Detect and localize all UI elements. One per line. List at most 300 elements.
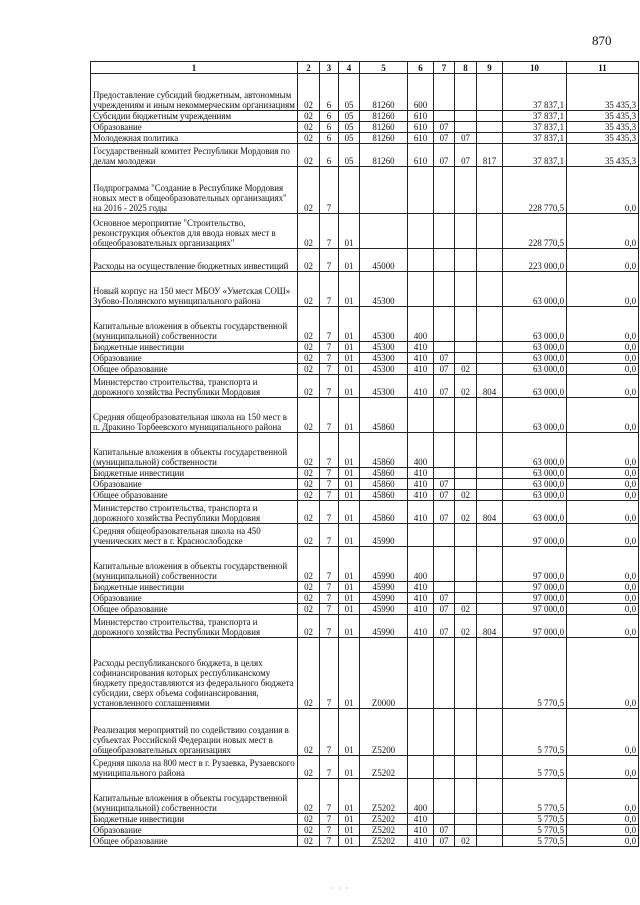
col-2-code: 02 <box>298 433 320 468</box>
col-10-amount: 63 000,0 <box>503 490 567 501</box>
col-7-code <box>434 74 455 111</box>
col-9-code: 804 <box>477 375 503 398</box>
col-6-code: 610 <box>408 111 434 122</box>
col-8-code: 02 <box>455 615 477 638</box>
col-8-code: 02 <box>455 490 477 501</box>
col-9-code <box>477 122 503 133</box>
col-9-code <box>477 479 503 490</box>
row-description: Образование <box>91 593 298 604</box>
col-3-code: 6 <box>320 133 339 144</box>
col-4-code: 05 <box>339 111 360 122</box>
col-8-code <box>455 167 477 214</box>
col-7-code <box>434 342 455 353</box>
col-6-code: 410 <box>408 353 434 364</box>
col-3-code: 7 <box>320 638 339 709</box>
col-10-amount: 97 000,0 <box>503 604 567 615</box>
col-6-code <box>408 272 434 307</box>
col-3-code: 7 <box>320 398 339 433</box>
col-2-code: 02 <box>298 779 320 814</box>
col-6-code: 610 <box>408 144 434 167</box>
col-2-code: 02 <box>298 756 320 779</box>
page-number: 870 <box>592 33 612 48</box>
col-8-code: 02 <box>455 375 477 398</box>
col-7-code: 07 <box>434 615 455 638</box>
col-4-code: 01 <box>339 582 360 593</box>
col-2-code: 02 <box>298 167 320 214</box>
row-description: Капитальные вложения в объекты государственной (муниципальной) собственности <box>91 779 298 814</box>
row-description: Субсидии бюджетным учреждениям <box>91 111 298 122</box>
col-4-code: 01 <box>339 342 360 353</box>
col-4-code: 01 <box>339 490 360 501</box>
col-5-code: 81260 <box>360 74 408 111</box>
col-2-code: 02 <box>298 814 320 825</box>
col-5-code: 45860 <box>360 468 408 479</box>
column-header: 10 <box>503 62 567 74</box>
row-description: Государственный комитет Республики Мордовия по делам молодежи <box>91 144 298 167</box>
col-6-code: 610 <box>408 133 434 144</box>
col-10-amount: 63 000,0 <box>503 342 567 353</box>
col-10-amount: 228 770,5 <box>503 214 567 249</box>
col-10-amount: 97 000,0 <box>503 615 567 638</box>
col-2-code: 02 <box>298 501 320 524</box>
table-row <box>91 547 639 582</box>
col-5-code: 45860 <box>360 501 408 524</box>
col-11-amount: 0,0 <box>567 825 639 836</box>
col-11-amount: 35 435,3 <box>567 122 639 133</box>
col-5-code: Z5202 <box>360 825 408 836</box>
col-2-code: 02 <box>298 547 320 582</box>
col-2-code: 02 <box>298 133 320 144</box>
col-8-code <box>455 779 477 814</box>
col-3-code: 7 <box>320 479 339 490</box>
row-description: Образование <box>91 479 298 490</box>
col-10-amount: 63 000,0 <box>503 353 567 364</box>
col-6-code: 410 <box>408 615 434 638</box>
col-6-code: 410 <box>408 468 434 479</box>
col-5-code: 45300 <box>360 307 408 342</box>
col-9-code <box>477 433 503 468</box>
col-4-code: 01 <box>339 836 360 847</box>
col-8-code <box>455 214 477 249</box>
row-description: Подпрограмма "Создание в Республике Мордовия новых мест в общеобразовательных организациях" на 2016 - 2025 годы <box>91 167 298 214</box>
row-description: Капитальные вложения в объекты государственной (муниципальной) собственности <box>91 547 298 582</box>
col-8-code <box>455 433 477 468</box>
col-2-code: 02 <box>298 398 320 433</box>
col-9-code <box>477 133 503 144</box>
col-11-amount: 0,0 <box>567 214 639 249</box>
table-row <box>91 779 639 814</box>
col-3-code: 7 <box>320 167 339 214</box>
col-2-code: 02 <box>298 615 320 638</box>
col-5-code: 45860 <box>360 433 408 468</box>
col-5-code: 45300 <box>360 342 408 353</box>
col-9-code <box>477 307 503 342</box>
scan-artifact: · · · <box>330 884 348 893</box>
col-9-code <box>477 74 503 111</box>
col-7-code: 07 <box>434 490 455 501</box>
row-description: Образование <box>91 122 298 133</box>
row-description: Бюджетные инвестиции <box>91 582 298 593</box>
row-description: Предоставление субсидий бюджетным, автономным учреждениям и иным некоммерческим организациям <box>91 74 298 111</box>
col-3-code: 7 <box>320 501 339 524</box>
col-8-code <box>455 582 477 593</box>
col-11-amount: 0,0 <box>567 709 639 756</box>
col-4-code: 01 <box>339 779 360 814</box>
col-9-code <box>477 490 503 501</box>
col-6-code <box>408 756 434 779</box>
col-10-amount: 37 837,1 <box>503 111 567 122</box>
col-3-code: 6 <box>320 122 339 133</box>
col-2-code: 02 <box>298 479 320 490</box>
col-4-code: 01 <box>339 353 360 364</box>
col-2-code: 02 <box>298 307 320 342</box>
col-5-code: 45300 <box>360 375 408 398</box>
table-row <box>91 814 639 825</box>
col-9-code <box>477 342 503 353</box>
col-4-code: 01 <box>339 814 360 825</box>
col-8-code <box>455 524 477 547</box>
col-7-code: 07 <box>434 825 455 836</box>
col-11-amount: 0,0 <box>567 756 639 779</box>
col-7-code: 07 <box>434 479 455 490</box>
table-row <box>91 836 639 847</box>
col-3-code: 6 <box>320 144 339 167</box>
col-10-amount: 97 000,0 <box>503 593 567 604</box>
col-11-amount: 0,0 <box>567 490 639 501</box>
col-5-code: Z5202 <box>360 836 408 847</box>
col-6-code <box>408 249 434 272</box>
col-10-amount: 97 000,0 <box>503 582 567 593</box>
col-5-code: 45300 <box>360 272 408 307</box>
table-row <box>91 615 639 638</box>
col-10-amount: 37 837,1 <box>503 74 567 111</box>
col-3-code: 7 <box>320 375 339 398</box>
table-row <box>91 144 639 167</box>
row-description: Капитальные вложения в объекты государственной (муниципальной) собственности <box>91 307 298 342</box>
col-11-amount: 0,0 <box>567 433 639 468</box>
col-6-code: 410 <box>408 364 434 375</box>
col-7-code <box>434 524 455 547</box>
col-4-code: 01 <box>339 468 360 479</box>
col-2-code: 02 <box>298 111 320 122</box>
col-9-code <box>477 468 503 479</box>
col-4-code: 01 <box>339 604 360 615</box>
col-6-code: 400 <box>408 547 434 582</box>
col-8-code <box>455 825 477 836</box>
table-row <box>91 582 639 593</box>
col-10-amount: 5 770,5 <box>503 638 567 709</box>
table-row <box>91 111 639 122</box>
col-7-code <box>434 756 455 779</box>
row-description: Расходы на осуществление бюджетных инвестиций <box>91 249 298 272</box>
col-3-code: 7 <box>320 353 339 364</box>
col-11-amount: 0,0 <box>567 249 639 272</box>
table-row <box>91 593 639 604</box>
col-7-code <box>434 468 455 479</box>
col-5-code: 45300 <box>360 364 408 375</box>
col-8-code <box>455 479 477 490</box>
col-8-code <box>455 272 477 307</box>
col-6-code: 400 <box>408 779 434 814</box>
col-7-code <box>434 779 455 814</box>
col-10-amount: 5 770,5 <box>503 756 567 779</box>
col-2-code: 02 <box>298 74 320 111</box>
col-7-code: 07 <box>434 501 455 524</box>
col-5-code: 81260 <box>360 111 408 122</box>
col-7-code <box>434 398 455 433</box>
col-2-code: 02 <box>298 375 320 398</box>
col-2-code: 02 <box>298 825 320 836</box>
row-description: Министерство строительства, транспорта и дорожного хозяйства Республики Мордовия <box>91 501 298 524</box>
col-7-code: 07 <box>434 836 455 847</box>
col-8-code <box>455 249 477 272</box>
col-5-code: 45990 <box>360 547 408 582</box>
col-7-code <box>434 582 455 593</box>
table-row <box>91 501 639 524</box>
table-row <box>91 272 639 307</box>
row-description: Бюджетные инвестиции <box>91 814 298 825</box>
col-10-amount: 5 770,5 <box>503 779 567 814</box>
col-4-code: 01 <box>339 593 360 604</box>
column-header: 5 <box>360 62 408 74</box>
row-description: Средняя общеобразовательная школа на 450 ученических мест в г. Краснослободске <box>91 524 298 547</box>
col-4-code: 01 <box>339 249 360 272</box>
col-5-code: Z5200 <box>360 709 408 756</box>
col-11-amount: 0,0 <box>567 593 639 604</box>
col-3-code: 7 <box>320 814 339 825</box>
col-9-code <box>477 756 503 779</box>
table-row <box>91 167 639 214</box>
col-6-code <box>408 524 434 547</box>
col-6-code: 410 <box>408 836 434 847</box>
col-3-code: 7 <box>320 582 339 593</box>
col-7-code <box>434 249 455 272</box>
col-2-code: 02 <box>298 593 320 604</box>
col-3-code: 6 <box>320 74 339 111</box>
col-8-code <box>455 468 477 479</box>
col-7-code: 07 <box>434 133 455 144</box>
col-10-amount: 63 000,0 <box>503 364 567 375</box>
col-11-amount: 0,0 <box>567 307 639 342</box>
col-2-code: 02 <box>298 353 320 364</box>
col-8-code <box>455 74 477 111</box>
col-10-amount: 5 770,5 <box>503 814 567 825</box>
row-description: Бюджетные инвестиции <box>91 342 298 353</box>
table-row <box>91 122 639 133</box>
row-description: Общее образование <box>91 490 298 501</box>
col-6-code: 410 <box>408 604 434 615</box>
col-4-code <box>339 167 360 214</box>
budget-table <box>90 61 639 847</box>
col-5-code: Z5202 <box>360 814 408 825</box>
col-7-code <box>434 214 455 249</box>
col-2-code: 02 <box>298 122 320 133</box>
col-5-code: 45860 <box>360 398 408 433</box>
col-3-code: 7 <box>320 709 339 756</box>
col-4-code: 05 <box>339 122 360 133</box>
row-description: Образование <box>91 353 298 364</box>
row-description: Расходы республиканского бюджета, в целях софинансирования которых республиканскому бюджету предоставляются из федерального бюджета субсидии, сверх объема софинансирования, установленного соглашениями <box>91 638 298 709</box>
col-3-code: 7 <box>320 524 339 547</box>
col-4-code: 05 <box>339 133 360 144</box>
col-5-code: Z5202 <box>360 779 408 814</box>
col-10-amount: 63 000,0 <box>503 307 567 342</box>
row-description: Общее образование <box>91 604 298 615</box>
col-6-code: 410 <box>408 582 434 593</box>
col-3-code: 7 <box>320 364 339 375</box>
col-6-code: 410 <box>408 479 434 490</box>
col-11-amount: 0,0 <box>567 167 639 214</box>
col-4-code: 01 <box>339 398 360 433</box>
col-3-code: 7 <box>320 779 339 814</box>
col-7-code <box>434 111 455 122</box>
col-11-amount: 0,0 <box>567 604 639 615</box>
col-10-amount: 223 000,0 <box>503 249 567 272</box>
col-9-code: 804 <box>477 501 503 524</box>
col-4-code: 01 <box>339 272 360 307</box>
table-row <box>91 364 639 375</box>
col-3-code: 7 <box>320 433 339 468</box>
col-6-code <box>408 214 434 249</box>
col-6-code: 410 <box>408 342 434 353</box>
column-header: 7 <box>434 62 455 74</box>
col-10-amount: 228 770,5 <box>503 167 567 214</box>
col-5-code: 45860 <box>360 479 408 490</box>
col-7-code: 07 <box>434 353 455 364</box>
col-2-code: 02 <box>298 524 320 547</box>
col-11-amount: 0,0 <box>567 779 639 814</box>
col-11-amount: 0,0 <box>567 468 639 479</box>
col-4-code: 01 <box>339 547 360 582</box>
col-4-code: 01 <box>339 638 360 709</box>
col-5-code: Z0000 <box>360 638 408 709</box>
col-6-code: 400 <box>408 433 434 468</box>
col-3-code: 7 <box>320 836 339 847</box>
col-3-code: 6 <box>320 111 339 122</box>
row-description: Министерство строительства, транспорта и дорожного хозяйства Республики Мордовия <box>91 615 298 638</box>
col-4-code: 01 <box>339 756 360 779</box>
col-10-amount: 37 837,1 <box>503 133 567 144</box>
col-7-code <box>434 814 455 825</box>
col-4-code: 01 <box>339 307 360 342</box>
col-9-code <box>477 604 503 615</box>
col-3-code: 7 <box>320 249 339 272</box>
col-8-code: 07 <box>455 144 477 167</box>
col-9-code <box>477 398 503 433</box>
col-4-code: 01 <box>339 825 360 836</box>
col-5-code: 81260 <box>360 133 408 144</box>
col-6-code <box>408 167 434 214</box>
col-5-code: 45990 <box>360 524 408 547</box>
col-7-code: 07 <box>434 144 455 167</box>
col-11-amount: 0,0 <box>567 836 639 847</box>
col-9-code: 817 <box>477 144 503 167</box>
col-7-code: 07 <box>434 593 455 604</box>
col-4-code: 01 <box>339 433 360 468</box>
col-11-amount: 0,0 <box>567 501 639 524</box>
col-5-code <box>360 167 408 214</box>
row-description: Основное мероприятие "Строительство, реконструкция объектов для ввода новых мест в общеобразовательных организациях" <box>91 214 298 249</box>
col-9-code <box>477 814 503 825</box>
row-description: Бюджетные инвестиции <box>91 468 298 479</box>
col-5-code: 45990 <box>360 604 408 615</box>
col-7-code: 07 <box>434 375 455 398</box>
col-6-code <box>408 398 434 433</box>
col-7-code <box>434 638 455 709</box>
col-11-amount: 0,0 <box>567 353 639 364</box>
table-row <box>91 433 639 468</box>
col-10-amount: 63 000,0 <box>503 501 567 524</box>
col-5-code: 45300 <box>360 353 408 364</box>
column-header: 6 <box>408 62 434 74</box>
col-9-code <box>477 593 503 604</box>
col-4-code: 01 <box>339 501 360 524</box>
col-2-code: 02 <box>298 144 320 167</box>
col-10-amount: 5 770,5 <box>503 709 567 756</box>
col-8-code: 02 <box>455 604 477 615</box>
col-11-amount: 0,0 <box>567 375 639 398</box>
col-6-code: 400 <box>408 307 434 342</box>
table-row <box>91 825 639 836</box>
col-10-amount: 63 000,0 <box>503 272 567 307</box>
table-row <box>91 709 639 756</box>
col-10-amount: 63 000,0 <box>503 398 567 433</box>
col-11-amount: 0,0 <box>567 364 639 375</box>
col-10-amount: 63 000,0 <box>503 479 567 490</box>
col-9-code <box>477 111 503 122</box>
col-11-amount: 0,0 <box>567 342 639 353</box>
col-6-code: 410 <box>408 814 434 825</box>
col-8-code <box>455 111 477 122</box>
col-3-code: 7 <box>320 547 339 582</box>
col-6-code: 610 <box>408 122 434 133</box>
col-11-amount: 0,0 <box>567 615 639 638</box>
table-row <box>91 249 639 272</box>
col-3-code: 7 <box>320 214 339 249</box>
col-9-code <box>477 836 503 847</box>
col-3-code: 7 <box>320 756 339 779</box>
column-header: 2 <box>298 62 320 74</box>
row-description: Новый корпус на 150 мест МБОУ «Уметская СОШ» Зубово-Полянского муниципального района <box>91 272 298 307</box>
table-row <box>91 524 639 547</box>
table-row <box>91 342 639 353</box>
col-2-code: 02 <box>298 272 320 307</box>
col-6-code <box>408 638 434 709</box>
col-7-code: 07 <box>434 604 455 615</box>
col-8-code <box>455 342 477 353</box>
col-9-code <box>477 547 503 582</box>
col-2-code: 02 <box>298 214 320 249</box>
table-header-row <box>91 62 639 74</box>
col-10-amount: 5 770,5 <box>503 836 567 847</box>
table-row <box>91 214 639 249</box>
col-6-code: 410 <box>408 375 434 398</box>
row-description: Министерство строительства, транспорта и дорожного хозяйства Республики Мордовия <box>91 375 298 398</box>
col-11-amount: 0,0 <box>567 398 639 433</box>
col-3-code: 7 <box>320 615 339 638</box>
col-4-code: 01 <box>339 214 360 249</box>
col-9-code <box>477 524 503 547</box>
col-10-amount: 5 770,5 <box>503 825 567 836</box>
column-header: 9 <box>477 62 503 74</box>
col-10-amount: 37 837,1 <box>503 144 567 167</box>
col-11-amount: 35 435,3 <box>567 74 639 111</box>
col-5-code: 45860 <box>360 490 408 501</box>
col-3-code: 7 <box>320 307 339 342</box>
col-10-amount: 37 837,1 <box>503 122 567 133</box>
col-3-code: 7 <box>320 490 339 501</box>
col-9-code: 804 <box>477 615 503 638</box>
